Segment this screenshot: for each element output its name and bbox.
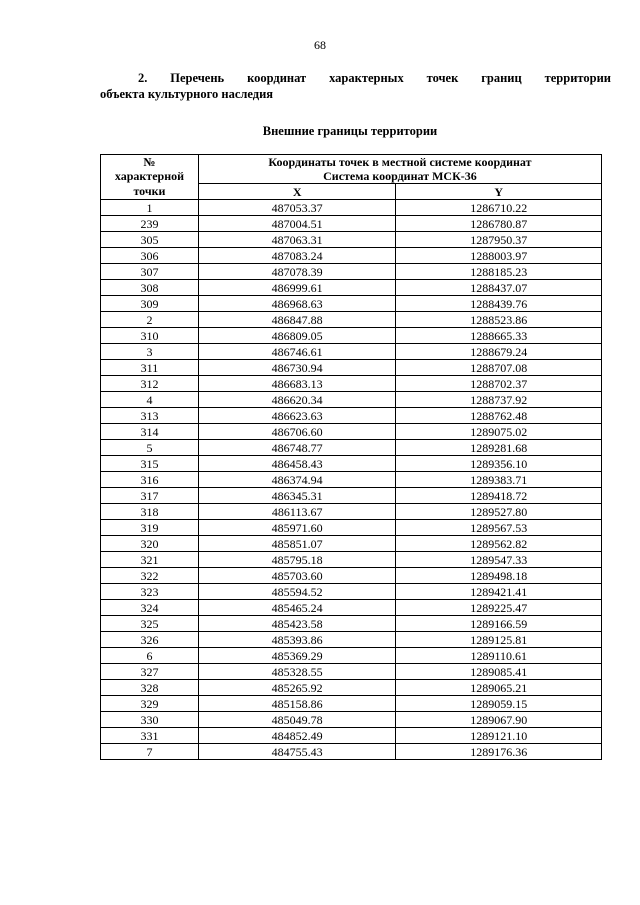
x-coordinate-cell: 486730.94 (198, 360, 396, 376)
x-coordinate-cell: 485465.24 (198, 600, 396, 616)
table-row (101, 584, 602, 600)
point-number-cell: 328 (101, 680, 199, 696)
x-coordinate-cell: 486748.77 (198, 440, 396, 456)
table-row (101, 424, 602, 440)
y-coordinate-cell: 1289567.53 (396, 520, 602, 536)
x-coordinate-cell: 485049.78 (198, 712, 396, 728)
y-coordinate-cell: 1288665.33 (396, 328, 602, 344)
table-row (101, 568, 602, 584)
y-coordinate-cell: 1289125.81 (396, 632, 602, 648)
table-row (101, 600, 602, 616)
x-coordinate-cell: 485851.07 (198, 536, 396, 552)
point-number-cell: 321 (101, 552, 199, 568)
page-number: 68 (314, 38, 326, 52)
point-number-cell: 314 (101, 424, 199, 440)
x-coordinate-cell: 485594.52 (198, 584, 396, 600)
point-number-cell: 310 (101, 328, 199, 344)
point-number-cell: 329 (101, 696, 199, 712)
point-number-cell: 315 (101, 456, 199, 472)
y-coordinate-cell: 1288185.23 (396, 264, 602, 280)
point-number-cell: 330 (101, 712, 199, 728)
point-number-cell: 322 (101, 568, 199, 584)
y-coordinate-cell: 1289527.80 (396, 504, 602, 520)
y-coordinate-cell: 1289418.72 (396, 488, 602, 504)
table-row (101, 440, 602, 456)
point-number-header-line1: № (143, 155, 156, 170)
point-number-cell: 318 (101, 504, 199, 520)
y-coordinate-cell: 1288707.08 (396, 360, 602, 376)
point-number-header-line3: точки (101, 184, 199, 200)
point-number-cell: 312 (101, 376, 199, 392)
y-coordinate-cell: 1289562.82 (396, 536, 602, 552)
point-number-cell: 311 (101, 360, 199, 376)
point-number-cell: 4 (101, 392, 199, 408)
y-coordinate-cell: 1289059.15 (396, 696, 602, 712)
x-coordinate-cell: 485703.60 (198, 568, 396, 584)
x-coordinate-cell: 484755.43 (198, 744, 396, 760)
point-number-cell: 239 (101, 216, 199, 232)
table-row (101, 616, 602, 632)
y-coordinate-cell: 1288439.76 (396, 296, 602, 312)
y-coordinate-cell: 1289075.02 (396, 424, 602, 440)
x-coordinate-cell: 487083.24 (198, 248, 396, 264)
y-coordinate-cell: 1289498.18 (396, 568, 602, 584)
section-heading-line1: 2. Перечень координат характерных точек границ территории (138, 71, 611, 85)
table-row (101, 680, 602, 696)
x-coordinate-cell: 486968.63 (198, 296, 396, 312)
x-coordinate-cell: 486620.34 (198, 392, 396, 408)
x-coordinate-cell: 485369.29 (198, 648, 396, 664)
point-number-cell: 327 (101, 664, 199, 680)
table-row (101, 232, 602, 248)
coordinates-table (100, 154, 602, 760)
table-row (101, 664, 602, 680)
x-coordinate-cell: 487004.51 (198, 216, 396, 232)
y-coordinate-cell: 1289067.90 (396, 712, 602, 728)
x-coordinate-cell: 486706.60 (198, 424, 396, 440)
x-coordinate-cell: 485423.58 (198, 616, 396, 632)
table-row (101, 360, 602, 376)
table-row (101, 712, 602, 728)
y-coordinate-cell: 1289383.71 (396, 472, 602, 488)
table-row (101, 296, 602, 312)
table-row (101, 488, 602, 504)
coordinates-header-line1: Координаты точек в местной системе координат (268, 155, 532, 169)
x-coordinate-cell: 487078.39 (198, 264, 396, 280)
table-row (101, 552, 602, 568)
table-row (101, 312, 602, 328)
point-number-header-line2: характерной (114, 169, 185, 184)
table-row (101, 648, 602, 664)
section-heading-line2: объекта культурного наследия (100, 87, 274, 101)
y-coordinate-cell: 1289281.68 (396, 440, 602, 456)
point-number-cell: 326 (101, 632, 199, 648)
y-coordinate-cell: 1288737.92 (396, 392, 602, 408)
section-heading (100, 70, 611, 102)
table-row (101, 632, 602, 648)
table-row (101, 344, 602, 360)
y-coordinate-cell: 1289421.41 (396, 584, 602, 600)
y-coordinate-cell: 1288437.07 (396, 280, 602, 296)
coordinates-header (198, 155, 601, 184)
table-row (101, 504, 602, 520)
x-coordinate-cell: 484852.49 (198, 728, 396, 744)
point-number-cell: 305 (101, 232, 199, 248)
x-coordinate-cell: 486458.43 (198, 456, 396, 472)
point-number-cell: 319 (101, 520, 199, 536)
table-row (101, 280, 602, 296)
table-title: Внешние границы территории (262, 124, 438, 138)
table-row (101, 328, 602, 344)
y-coordinate-cell: 1286780.87 (396, 216, 602, 232)
point-number-cell: 323 (101, 584, 199, 600)
x-coordinate-cell: 485795.18 (198, 552, 396, 568)
y-coordinate-cell: 1289225.47 (396, 600, 602, 616)
point-number-cell: 307 (101, 264, 199, 280)
y-coordinate-cell: 1288762.48 (396, 408, 602, 424)
y-coordinate-cell: 1289121.10 (396, 728, 602, 744)
point-number-cell: 320 (101, 536, 199, 552)
point-number-header (101, 155, 199, 184)
x-coordinate-cell: 485328.55 (198, 664, 396, 680)
x-coordinate-cell: 486847.88 (198, 312, 396, 328)
x-column-header: X (198, 184, 396, 200)
x-coordinate-cell: 486809.05 (198, 328, 396, 344)
point-number-cell: 3 (101, 344, 199, 360)
point-number-cell: 306 (101, 248, 199, 264)
x-coordinate-cell: 486113.67 (198, 504, 396, 520)
point-number-cell: 5 (101, 440, 199, 456)
point-number-cell: 2 (101, 312, 199, 328)
table-row (101, 248, 602, 264)
x-coordinate-cell: 486999.61 (198, 280, 396, 296)
y-coordinate-cell: 1288702.37 (396, 376, 602, 392)
table-row (101, 392, 602, 408)
point-number-cell: 309 (101, 296, 199, 312)
point-number-cell: 1 (101, 200, 199, 216)
x-coordinate-cell: 486345.31 (198, 488, 396, 504)
y-coordinate-cell: 1289356.10 (396, 456, 602, 472)
x-coordinate-cell: 486683.13 (198, 376, 396, 392)
y-column-header: Y (396, 184, 602, 200)
x-coordinate-cell: 487063.31 (198, 232, 396, 248)
table-row (101, 472, 602, 488)
x-coordinate-cell: 485158.86 (198, 696, 396, 712)
point-number-cell: 308 (101, 280, 199, 296)
y-coordinate-cell: 1289085.41 (396, 664, 602, 680)
y-coordinate-cell: 1289547.33 (396, 552, 602, 568)
x-coordinate-cell: 486746.61 (198, 344, 396, 360)
point-number-cell: 313 (101, 408, 199, 424)
y-coordinate-cell: 1286710.22 (396, 200, 602, 216)
point-number-cell: 316 (101, 472, 199, 488)
y-coordinate-cell: 1288679.24 (396, 344, 602, 360)
y-coordinate-cell: 1288523.86 (396, 312, 602, 328)
table-row (101, 520, 602, 536)
point-number-cell: 7 (101, 744, 199, 760)
point-number-cell: 325 (101, 616, 199, 632)
table-row (101, 696, 602, 712)
table-row (101, 728, 602, 744)
table-row (101, 456, 602, 472)
x-coordinate-cell: 486623.63 (198, 408, 396, 424)
table-row (101, 216, 602, 232)
table-row (101, 536, 602, 552)
table-row (101, 376, 602, 392)
table-row (101, 744, 602, 760)
point-number-cell: 6 (101, 648, 199, 664)
table-row (101, 264, 602, 280)
table-row (101, 408, 602, 424)
y-coordinate-cell: 1289166.59 (396, 616, 602, 632)
x-coordinate-cell: 486374.94 (198, 472, 396, 488)
x-coordinate-cell: 485393.86 (198, 632, 396, 648)
x-coordinate-cell: 485265.92 (198, 680, 396, 696)
y-coordinate-cell: 1289176.36 (396, 744, 602, 760)
y-coordinate-cell: 1288003.97 (396, 248, 602, 264)
point-number-cell: 324 (101, 600, 199, 616)
y-coordinate-cell: 1287950.37 (396, 232, 602, 248)
x-coordinate-cell: 487053.37 (198, 200, 396, 216)
x-coordinate-cell: 485971.60 (198, 520, 396, 536)
point-number-cell: 317 (101, 488, 199, 504)
y-coordinate-cell: 1289110.61 (396, 648, 602, 664)
coordinates-header-line2: Система координат МСК-36 (323, 169, 477, 183)
y-coordinate-cell: 1289065.21 (396, 680, 602, 696)
point-number-cell: 331 (101, 728, 199, 744)
table-row (101, 200, 602, 216)
